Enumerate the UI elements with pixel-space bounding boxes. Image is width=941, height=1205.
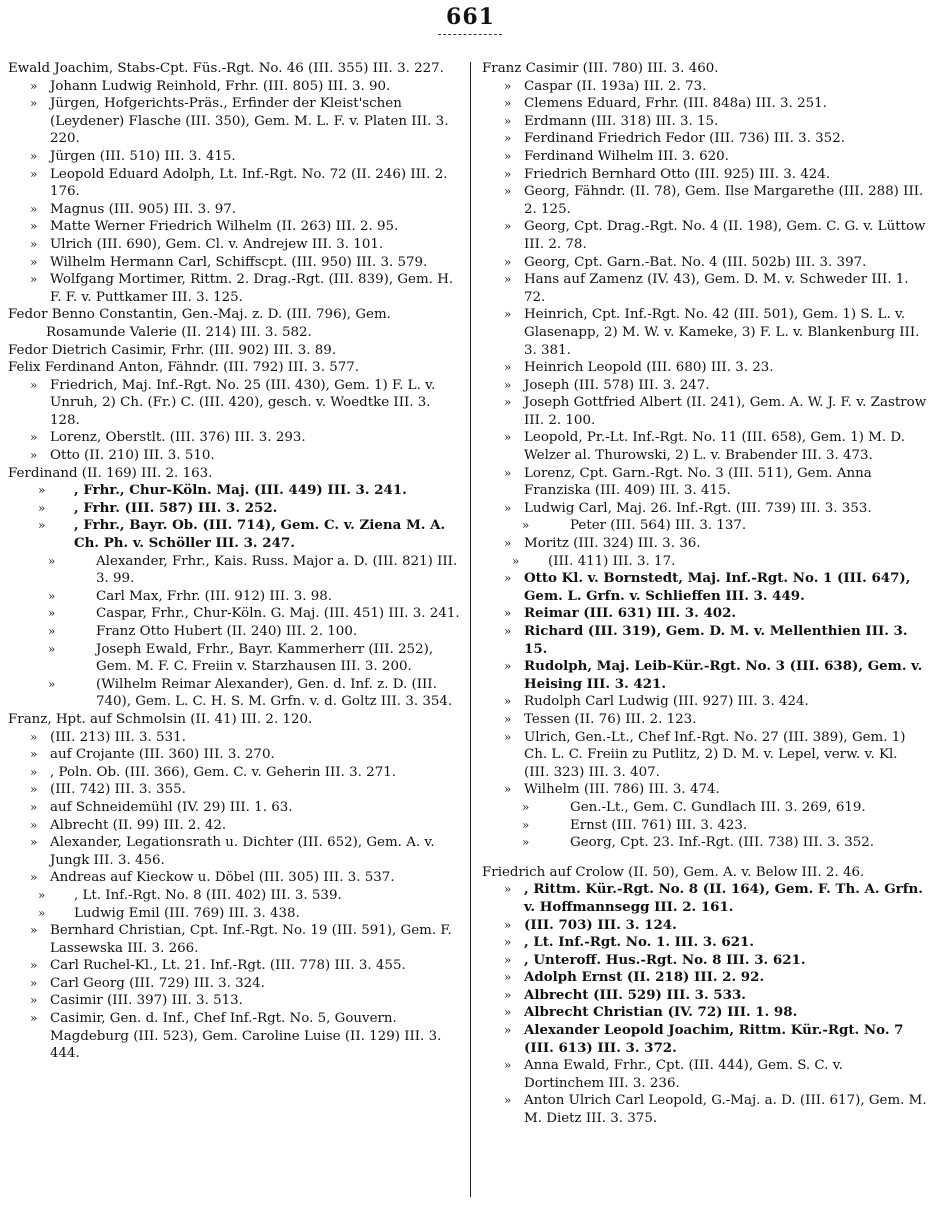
entry-text: auf Crojante (III. 360) III. 3. 270. [50, 747, 275, 763]
entry-text: , Frhr. (III. 587) III. 3. 252. [74, 499, 278, 516]
entry-text: Franz, Hpt. auf Schmolsin (II. 41) III. 2. 120. [8, 711, 313, 727]
register-entry [8, 218, 460, 236]
ditto-mark: » [38, 483, 46, 498]
ditto-mark: » [504, 1058, 512, 1073]
entry-text: (III. 703) III. 3. 124. [524, 916, 677, 933]
entry-text: Richard (III. 319), Gem. D. M. v. Mellenthien III. 3. 15. [524, 623, 908, 657]
register-entry [482, 535, 927, 553]
register-entry [8, 148, 460, 166]
register-entry [8, 764, 460, 782]
register-entry [8, 553, 460, 588]
register-entry [8, 817, 460, 835]
ditto-mark: » [38, 905, 46, 920]
ditto-mark: » [30, 430, 38, 445]
entry-text: Joseph (III. 578) III. 3. 247. [524, 377, 710, 393]
register-entry [8, 922, 460, 957]
entry-text: Georg, Cpt. Drag.-Rgt. No. 4 (II. 198), Gem. C. G. v. Lüttow III. 2. 78. [524, 219, 926, 252]
ditto-mark: » [30, 272, 38, 287]
ditto-mark: » [30, 148, 38, 163]
ditto-mark: » [504, 711, 512, 726]
entry-text: Clemens Eduard, Frhr. (III. 848a) III. 3. 251. [524, 96, 827, 112]
entry-text: , Poln. Ob. (III. 366), Gem. C. v. Geherin III. 3. 271. [50, 764, 396, 780]
ditto-mark: » [504, 782, 512, 797]
entry-text: Peter (III. 564) III. 3. 137. [570, 518, 747, 534]
register-entry [8, 623, 460, 641]
ditto-mark: » [504, 78, 512, 93]
entry-text: Albrecht Christian (IV. 72) III. 1. 98. [524, 1004, 798, 1021]
register-entry [482, 465, 927, 500]
ditto-mark: » [504, 360, 512, 375]
register-entry [8, 359, 460, 377]
entry-text: Friedrich, Maj. Inf.-Rgt. No. 25 (III. 430), Gem. 1) F. L. v. Unruh, 2) Ch. (Fr.) C. (III. 420), gesch. v. Woedtke III. 3. 128. [50, 377, 436, 428]
register-entry [482, 271, 927, 306]
register-entry [482, 95, 927, 113]
entry-text: , Lt. Inf.-Rgt. No. 8 (III. 402) III. 3. 539. [74, 887, 342, 903]
register-entry [482, 623, 927, 658]
ditto-mark: » [504, 465, 512, 480]
register-entry [8, 605, 460, 623]
ditto-mark: » [522, 835, 530, 850]
ditto-mark: » [30, 975, 38, 990]
entry-text: auf Schneidemühl (IV. 29) III. 1. 63. [50, 799, 293, 815]
register-entry [8, 975, 460, 993]
entry-text: Georg, Cpt. Garn.-Bat. No. 4 (III. 502b) III. 3. 397. [524, 254, 867, 270]
register-entry [8, 992, 460, 1010]
ditto-mark: » [504, 430, 512, 445]
register-entry [482, 693, 927, 711]
register-entry [8, 517, 460, 552]
entry-text: , Unteroff. Hus.-Rgt. No. 8 III. 3. 621. [524, 951, 806, 968]
left-column [8, 60, 460, 1063]
ditto-mark: » [48, 641, 56, 656]
entry-text: Lorenz, Cpt. Garn.-Rgt. No. 3 (III. 511), Gem. Anna Franziska (III. 409) III. 3. 415. [524, 465, 872, 499]
ditto-mark: » [30, 747, 38, 762]
entry-text: Albrecht (II. 99) III. 2. 42. [50, 817, 227, 833]
ditto-mark: » [504, 536, 512, 551]
register-entry [482, 377, 927, 395]
register-entry [8, 500, 460, 518]
register-entry [8, 729, 460, 747]
ditto-mark: » [30, 958, 38, 973]
entry-text: Heinrich Leopold (III. 680) III. 3. 23. [524, 360, 774, 376]
register-entry [8, 1010, 460, 1063]
entry-text: Felix Ferdinand Anton, Fähndr. (III. 792) III. 3. 577. [8, 360, 360, 376]
ditto-mark: » [38, 500, 46, 515]
ditto-mark: » [522, 799, 530, 814]
register-entry [482, 952, 927, 970]
register-entry [482, 729, 927, 782]
register-entry [482, 553, 927, 571]
entry-text: Fedor Benno Constantin, Gen.-Maj. z. D. (III. 796), Gem. Rosamunde Valerie (II. 214) III. 3. 582. [8, 307, 391, 340]
ditto-mark: » [512, 553, 520, 568]
ditto-mark: » [504, 1023, 512, 1038]
register-entry [482, 359, 927, 377]
register-entry [482, 183, 927, 218]
entry-text: Friedrich auf Crolow (II. 50), Gem. A. v. Below III. 2. 46. [482, 864, 865, 880]
register-entry [482, 1004, 927, 1022]
register-entry [482, 817, 927, 835]
right-column [482, 60, 927, 1128]
register-entry [482, 917, 927, 935]
register-entry [8, 78, 460, 96]
register-entry [482, 834, 927, 852]
ditto-mark: » [504, 935, 512, 950]
ditto-mark: » [522, 817, 530, 832]
register-entry [482, 500, 927, 518]
register-entry [8, 377, 460, 430]
register-entry [482, 711, 927, 729]
ditto-mark: » [504, 395, 512, 410]
entry-text: Rudolph, Maj. Leib-Kür.-Rgt. No. 3 (III. 638), Gem. v. Heising III. 3. 421. [524, 658, 923, 692]
entry-text: Alexander, Legationsrath u. Dichter (III. 652), Gem. A. v. Jungk III. 3. 456. [50, 835, 435, 868]
entry-text: (III. 411) III. 3. 17. [548, 553, 676, 569]
entry-text: Franz Otto Hubert (II. 240) III. 2. 100. [96, 624, 358, 639]
ditto-mark: » [504, 254, 512, 269]
entry-text: Ewald Joachim, Stabs-Cpt. Füs.-Rgt. No. 46 (III. 355) III. 3. 227. [8, 61, 444, 76]
ditto-mark: » [30, 729, 38, 744]
entry-text: Adolph Ernst (II. 218) III. 2. 92. [524, 969, 765, 986]
ditto-mark: » [30, 201, 38, 216]
register-entry [8, 887, 460, 905]
ditto-mark: » [504, 659, 512, 674]
entry-text: (III. 742) III. 3. 355. [50, 782, 186, 798]
entry-text: Ernst (III. 761) III. 3. 423. [570, 817, 748, 833]
entry-text: Johann Ludwig Reinhold, Frhr. (III. 805) III. 3. 90. [50, 78, 391, 94]
ditto-mark: » [48, 553, 56, 568]
entry-text: Jürgen, Hofgerichts-Präs., Erfinder der Kleist'schen (Leydener) Flasche (III. 350), Gem. M. L. F. v. Platen III. 3. 220. [50, 96, 449, 147]
ditto-mark: » [504, 952, 512, 967]
register-entry [482, 605, 927, 623]
ditto-mark: » [38, 518, 46, 533]
register-entry [482, 799, 927, 817]
entry-text: Moritz (III. 324) III. 3. 36. [524, 536, 701, 552]
ditto-mark: » [30, 764, 38, 779]
entry-text: Carl Max, Frhr. (III. 912) III. 3. 98. [96, 588, 333, 604]
ditto-mark: » [30, 377, 38, 392]
entry-text: Matte Werner Friedrich Wilhelm (II. 263) III. 2. 95. [50, 219, 399, 235]
register-entry [8, 306, 460, 341]
register-entry [482, 254, 927, 272]
entry-text: Magnus (III. 905) III. 3. 97. [50, 201, 236, 217]
ditto-mark: » [48, 588, 56, 603]
register-entry [8, 201, 460, 219]
ditto-mark: » [504, 219, 512, 234]
entry-text: Wilhelm Hermann Carl, Schiffscpt. (III. 950) III. 3. 579. [50, 254, 428, 270]
entry-text: Caspar (II. 193a) III. 2. 73. [524, 78, 707, 94]
entry-text: Georg, Fähndr. (II. 78), Gem. Ilse Margarethe (III. 288) III. 2. 125. [524, 184, 924, 217]
ditto-mark: » [30, 817, 38, 832]
register-entry [482, 429, 927, 464]
ditto-mark: » [504, 606, 512, 621]
ditto-mark: » [504, 624, 512, 638]
register-entry [8, 60, 460, 78]
register-entry [482, 969, 927, 987]
entry-text: Anna Ewald, Frhr., Cpt. (III. 444), Gem. S. C. v. Dortinchem III. 3. 236. [524, 1058, 843, 1091]
ditto-mark: » [504, 148, 512, 163]
entry-text: Joseph Ewald, Frhr., Bayr. Kammerherr (III. 252), Gem. M. F. C. Freiin v. Starzhausen III. 3. 200. [96, 641, 434, 675]
entry-text: (Wilhelm Reimar Alexander), Gen. d. Inf. z. D. (III. 740), Gem. L. C. H. S. M. Grfn. v. d. Goltz III. 3. 354. [96, 676, 453, 710]
entry-text: Lorenz, Oberstlt. (III. 376) III. 3. 293. [50, 430, 306, 446]
page-number-ornament [438, 34, 502, 35]
entry-text: Ferdinand Friedrich Fedor (III. 736) III. 3. 352. [524, 131, 845, 147]
ditto-mark: » [30, 448, 38, 463]
register-entry [8, 166, 460, 201]
register-entry [482, 60, 927, 78]
entry-text: Carl Ruchel-Kl., Lt. 21. Inf.-Rgt. (III. 778) III. 3. 455. [50, 958, 406, 974]
entry-text: Ludwig Emil (III. 769) III. 3. 438. [74, 905, 300, 921]
entry-text: Ferdinand Wilhelm III. 3. 620. [524, 148, 729, 164]
register-entry [8, 676, 460, 711]
register-entry [482, 78, 927, 96]
register-entry [8, 746, 460, 764]
register-entry [482, 1057, 927, 1092]
ditto-mark: » [30, 799, 38, 814]
entry-text: (III. 213) III. 3. 531. [50, 729, 186, 745]
ditto-mark: » [30, 923, 38, 938]
page-number: 661 [446, 4, 495, 30]
ditto-mark: » [504, 1005, 512, 1020]
register-entry [482, 218, 927, 253]
entry-text: Otto (II. 210) III. 3. 510. [50, 448, 215, 464]
register-entry [8, 447, 460, 465]
register-entry [482, 1022, 927, 1057]
entry-text: Georg, Cpt. 23. Inf.-Rgt. (III. 738) III. 3. 352. [570, 835, 875, 851]
register-entry [482, 781, 927, 799]
register-entry [482, 881, 927, 916]
entry-text: Otto Kl. v. Bornstedt, Maj. Inf.-Rgt. No. 1 (III. 647), Gem. L. Grfn. v. Schlieffen III. 3. 449. [524, 570, 911, 604]
entry-text: Alexander Leopold Joachim, Rittm. Kür.-Rgt. No. 7 (III. 613) III. 3. 372. [524, 1022, 904, 1056]
register-entry [8, 905, 460, 923]
ditto-mark: » [504, 917, 512, 932]
entry-text: Anton Ulrich Carl Leopold, G.-Maj. a. D. (III. 617), Gem. M. M. Dietz III. 3. 375. [524, 1093, 927, 1127]
entry-text: Reimar (III. 631) III. 3. 402. [524, 605, 737, 622]
ditto-mark: » [48, 624, 56, 638]
entry-text: Gen.-Lt., Gem. C. Gundlach III. 3. 269, 619. [570, 799, 866, 815]
entry-text: Ulrich (III. 690), Gem. Cl. v. Andrejew III. 3. 101. [50, 236, 384, 252]
entry-text: Rudolph Carl Ludwig (III. 927) III. 3. 424. [524, 694, 809, 710]
ditto-mark: » [30, 219, 38, 234]
entry-text: Ferdinand (II. 169) III. 2. 163. [8, 465, 213, 481]
register-entry [8, 711, 460, 729]
entry-text: Casimir (III. 397) III. 3. 513. [50, 993, 243, 1009]
ditto-mark: » [30, 993, 38, 1008]
register-entry [8, 271, 460, 306]
ditto-mark: » [30, 78, 38, 93]
register-entry [482, 934, 927, 952]
ditto-mark: » [504, 96, 512, 111]
register-entry [482, 113, 927, 131]
ditto-mark: » [504, 307, 512, 322]
ditto-mark: » [504, 987, 512, 1002]
register-entry [482, 306, 927, 359]
ditto-mark: » [504, 970, 512, 985]
ditto-mark: » [48, 676, 56, 691]
entry-text: Wilhelm (III. 786) III. 3. 474. [524, 782, 720, 798]
entry-text: Ulrich, Gen.-Lt., Chef Inf.-Rgt. No. 27 (III. 389), Gem. 1) Ch. L. C. Freiin zu Putlitz, 2) D. M. v. Lepel, verw. v. Kl. (III. 323) III. 3. 407. [524, 729, 906, 780]
ditto-mark: » [30, 870, 38, 885]
entry-text: Albrecht (III. 529) III. 3. 533. [524, 986, 746, 1003]
ditto-mark: » [504, 571, 512, 586]
register-entry [8, 465, 460, 483]
ditto-mark: » [30, 96, 38, 111]
register-entry [8, 588, 460, 606]
register-entry [8, 482, 460, 500]
ditto-mark: » [30, 1011, 38, 1026]
register-entry [8, 781, 460, 799]
register-entry [482, 658, 927, 693]
entry-text: Tessen (II. 76) III. 2. 123. [524, 711, 697, 727]
register-entry [482, 570, 927, 605]
entry-text: Ludwig Carl, Maj. 26. Inf.-Rgt. (III. 739) III. 3. 353. [524, 500, 872, 516]
ditto-mark: » [30, 782, 38, 797]
entry-text: Erdmann (III. 318) III. 3. 15. [524, 113, 719, 129]
register-entry [482, 864, 927, 882]
ditto-mark: » [522, 518, 530, 533]
entry-text: Bernhard Christian, Cpt. Inf.-Rgt. No. 19 (III. 591), Gem. F. Lassewska III. 3. 266. [50, 923, 452, 956]
ditto-mark: » [504, 1093, 512, 1108]
entry-text: Franz Casimir (III. 780) III. 3. 460. [482, 61, 719, 76]
ditto-mark: » [504, 377, 512, 392]
ditto-mark: » [504, 500, 512, 515]
entry-text: Heinrich, Cpt. Inf.-Rgt. No. 42 (III. 501), Gem. 1) S. L. v. Glasenapp, 2) M. W. v. Kameke, 3) F. L. v. Blankenburg III. 3. 381. [524, 307, 920, 358]
entry-text: Casimir, Gen. d. Inf., Chef Inf.-Rgt. No. 5, Gouvern. Magdeburg (III. 523), Gem. Caroline Luise (II. 129) III. 3. 444. [50, 1011, 442, 1062]
register-entry [482, 517, 927, 535]
ditto-mark: » [30, 236, 38, 251]
register-entry [8, 869, 460, 887]
ditto-mark: » [504, 694, 512, 709]
entry-text: Andreas auf Kieckow u. Döbel (III. 305) III. 3. 537. [50, 870, 395, 886]
register-entry [8, 342, 460, 360]
entry-text: Wolfgang Mortimer, Rittm. 2. Drag.-Rgt. (III. 839), Gem. H. F. F. v. Puttkamer III. 3. 125. [50, 272, 454, 305]
ditto-mark: » [30, 254, 38, 269]
ditto-mark: » [48, 606, 56, 621]
entry-text: Alexander, Frhr., Kais. Russ. Major a. D. (III. 821) III. 3. 99. [96, 553, 458, 587]
entry-text: Leopold, Pr.-Lt. Inf.-Rgt. No. 11 (III. 658), Gem. 1) M. D. Welzer al. Thurowski, 2) L. v. Brabender III. 3. 473. [524, 430, 905, 464]
register-entry [482, 148, 927, 166]
register-entry [8, 429, 460, 447]
entry-text: Hans auf Zamenz (IV. 43), Gem. D. M. v. Schweder III. 1. 72. [524, 272, 909, 305]
entry-text: , Lt. Inf.-Rgt. No. 1. III. 3. 621. [524, 934, 755, 951]
ditto-mark: » [504, 113, 512, 128]
entry-text: , Frhr., Chur-Köln. Maj. (III. 449) III. 3. 241. [74, 482, 407, 499]
ditto-mark: » [504, 131, 512, 146]
entry-text: Friedrich Bernhard Otto (III. 925) III. 3. 424. [524, 166, 831, 182]
register-entry [8, 95, 460, 148]
ditto-mark: » [504, 166, 512, 181]
register-entry [8, 799, 460, 817]
register-entry [482, 1092, 927, 1127]
register-entry [8, 834, 460, 869]
register-entry [8, 236, 460, 254]
ditto-mark: » [504, 272, 512, 287]
ditto-mark: » [504, 184, 512, 199]
ditto-mark: » [504, 729, 512, 744]
entry-text: Carl Georg (III. 729) III. 3. 324. [50, 975, 265, 991]
ditto-mark: » [38, 887, 46, 902]
entry-text: , Rittm. Kür.-Rgt. No. 8 (II. 164), Gem. F. Th. A. Grfn. v. Hoffmannsegg III. 2. 161. [524, 881, 923, 915]
entry-text: Fedor Dietrich Casimir, Frhr. (III. 902) III. 3. 89. [8, 342, 337, 358]
ditto-mark: » [30, 166, 38, 181]
entry-text: Jürgen (III. 510) III. 3. 415. [50, 148, 236, 164]
register-entry [482, 166, 927, 184]
ditto-mark: » [30, 835, 38, 850]
entry-text: Joseph Gottfried Albert (II. 241), Gem. A. W. J. F. v. Zastrow III. 2. 100. [524, 395, 927, 428]
entry-text: , Frhr., Bayr. Ob. (III. 714), Gem. C. v. Ziena M. A. Ch. Ph. v. Schöller III. 3. 247. [74, 517, 446, 552]
register-entry [8, 957, 460, 975]
entry-text: Caspar, Frhr., Chur-Köln. G. Maj. (III. 451) III. 3. 241. [96, 606, 460, 622]
entry-text: Leopold Eduard Adolph, Lt. Inf.-Rgt. No. 72 (II. 246) III. 2. 176. [50, 166, 448, 200]
register-entry [8, 254, 460, 272]
register-entry [482, 394, 927, 429]
column-divider [470, 62, 471, 1197]
ditto-mark: » [504, 882, 512, 897]
register-entry [482, 987, 927, 1005]
register-entry [482, 130, 927, 148]
register-entry [8, 641, 460, 676]
